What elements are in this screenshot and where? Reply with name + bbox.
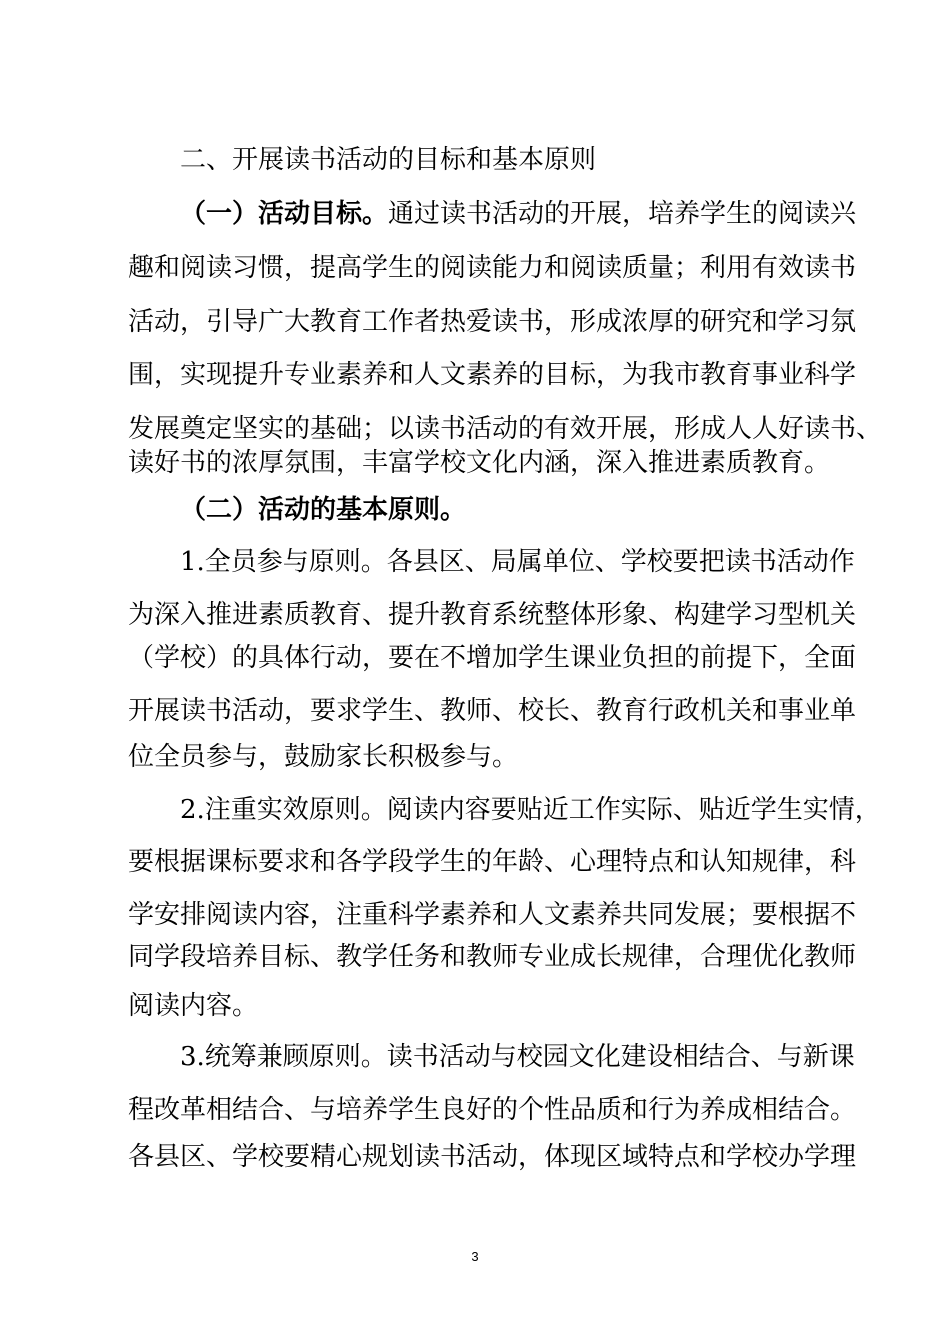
- principle3-line: 各县区、学校要精心规划读书活动，体现区域特点和学校办学理: [128, 1142, 857, 1172]
- principles-heading: （二）活动的基本原则。: [180, 495, 467, 525]
- principle2-first-line: 2.注重实效原则。阅读内容要贴近工作实际、贴近学生实情，: [180, 795, 881, 825]
- goal-line: 读好书的浓厚氛围，丰富学校文化内涵，深入推进素质教育。: [128, 448, 831, 478]
- principle2-line: 学安排阅读内容，注重科学素养和人文素养共同发展；要根据不: [128, 900, 857, 930]
- principle2-line: 要根据课标要求和各学段学生的年龄、心理特点和认知规律，科: [128, 847, 857, 877]
- principle1-first-line: 1.全员参与原则。各县区、局属单位、学校要把读书活动作: [180, 547, 855, 577]
- goal-line: 发展奠定坚实的基础；以读书活动的有效开展，形成人人好读书、: [128, 414, 883, 444]
- principle3-line: 程改革相结合、与培养学生良好的个性品质和行为养成相结合。: [128, 1095, 857, 1125]
- principle3-first-line: 3.统筹兼顾原则。读书活动与校园文化建设相结合、与新课: [180, 1042, 855, 1072]
- goal-first-line-text: 通过读书活动的开展，培养学生的阅读兴: [388, 199, 857, 229]
- goal-label: （一）活动目标。: [180, 199, 389, 229]
- principle2-line: 同学段培养目标、教学任务和教师专业成长规律，合理优化教师: [128, 942, 857, 972]
- goal-line: 围，实现提升专业素养和人文素养的目标，为我市教育事业科学: [128, 360, 857, 390]
- page-number: 3: [471, 1249, 479, 1264]
- goal-line: 活动，引导广大教育工作者热爱读书，形成浓厚的研究和学习氛: [128, 307, 857, 337]
- principle2-line: 阅读内容。: [128, 991, 259, 1021]
- principle1-line: 开展读书活动，要求学生、教师、校长、教育行政机关和事业单: [128, 696, 857, 726]
- principle1-line: 位全员参与，鼓励家长积极参与。: [128, 742, 519, 772]
- goal-first-line: [180, 197, 857, 231]
- principle1-line: 为深入推进素质教育、提升教育系统整体形象、构建学习型机关: [128, 600, 857, 630]
- goal-line: 趣和阅读习惯，提高学生的阅读能力和阅读质量；利用有效读书: [128, 253, 857, 283]
- principle1-line: （学校）的具体行动，要在不增加学生课业负担的前提下，全面: [128, 643, 857, 673]
- section-heading: 二、开展读书活动的目标和基本原则: [180, 145, 597, 175]
